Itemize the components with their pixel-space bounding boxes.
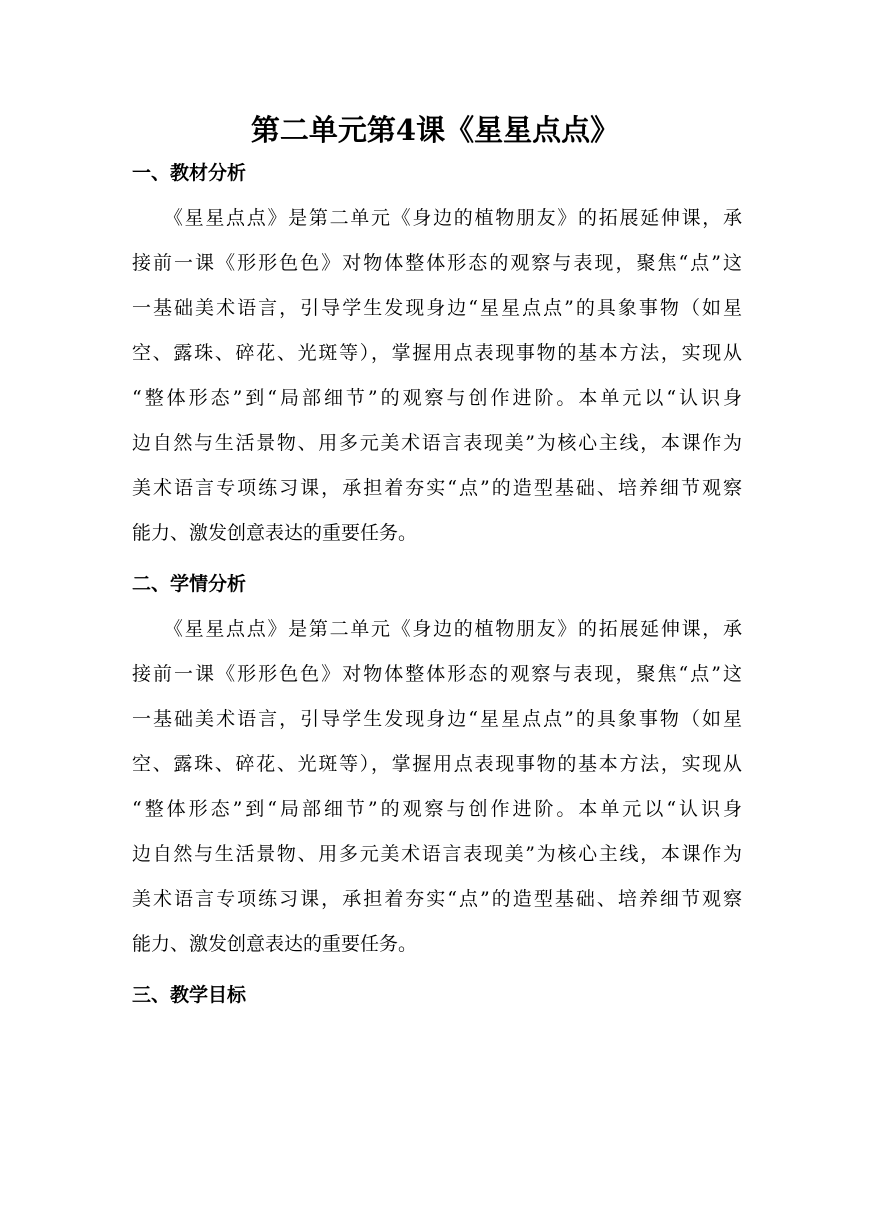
body-line: 空、露珠、碎花、光斑等），掌握用点表现事物的基本方法，实现从 [132,342,742,364]
body-line: 边自然与生活景物、用多元美术语言表现美”为核心主线，本课作为 [132,432,742,454]
body-line: 《星星点点》是第二单元《身边的植物朋友》的拓展延伸课，承 [132,618,742,640]
body-line: 《星星点点》是第二单元《身边的植物朋友》的拓展延伸课，承 [132,207,742,229]
body-line: 能力、激发创意表达的重要任务。 [132,933,418,955]
body-line: 美术语言专项练习课，承担着夯实“点”的造型基础、培养细节观察 [132,477,742,499]
body-line: 接前一课《形形色色》对物体整体形态的观察与表现，聚焦“点”这 [132,663,742,685]
body-line: 能力、激发创意表达的重要任务。 [132,522,418,544]
body-line: 美术语言专项练习课，承担着夯实“点”的造型基础、培养细节观察 [132,888,742,910]
body-line: “整体形态”到“局部细节”的观察与创作进阶。本单元以“认识身 [132,387,742,409]
section-body-learner-analysis [132,607,742,967]
body-line: 一基础美术语言，引导学生发现身边“星星点点”的具象事物（如星 [132,297,742,319]
body-line: 接前一课《形形色色》对物体整体形态的观察与表现，聚焦“点”这 [132,252,742,274]
body-line: 空、露珠、碎花、光斑等），掌握用点表现事物的基本方法，实现从 [132,753,742,775]
body-line: 边自然与生活景物、用多元美术语言表现美”为核心主线，本课作为 [132,843,742,865]
body-line: “整体形态”到“局部细节”的观察与创作进阶。本单元以“认识身 [132,798,742,820]
section-heading-teaching-goals: 三、教学目标 [132,984,247,1006]
body-line: 一基础美术语言，引导学生发现身边“星星点点”的具象事物（如星 [132,708,742,730]
section-body-textbook-analysis [132,196,742,556]
document-title: 第二单元第4课《星星点点》 [250,113,620,147]
section-heading-learner-analysis: 二、学情分析 [132,573,247,595]
section-heading-textbook-analysis: 一、教材分析 [132,162,247,184]
